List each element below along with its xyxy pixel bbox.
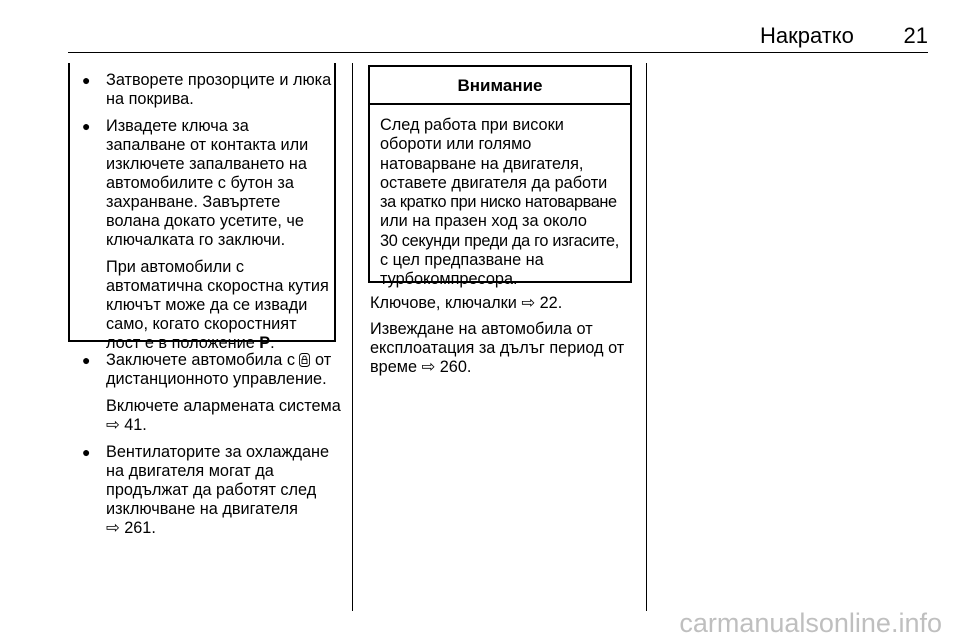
- warning-box: [368, 65, 632, 289]
- page-reference-icon: ⇨: [106, 519, 120, 537]
- bullet-icon: ●: [82, 352, 91, 368]
- lock-button-icon: [299, 353, 310, 367]
- warning-text: След работа при високи обороти или голямо натоварване на двигателя, оставете двигателя да работи за кратко при ниско натоварване или на празен ход за около 30 секунди преди да го изгасите, с цел предпазване на турбокомпресора.: [380, 116, 619, 289]
- bullet-icon: ●: [82, 118, 91, 134]
- page-reference-icon: ⇨: [106, 416, 120, 434]
- left-column-boxed-text: [70, 71, 340, 353]
- cross-references: [370, 294, 640, 377]
- automatic-transmission-note: При автомобили с автоматична скоростна кутия ключът може да се извади само, когато скоростният лост е в положение P.: [106, 258, 329, 352]
- header-rule: [68, 52, 928, 53]
- list-item: ● Вентилаторите за охлаждане на двигателя могат да продължат да работят след изключване на двигателя ⇨ 261.: [82, 443, 330, 537]
- column-divider-2: [646, 63, 647, 611]
- list-item: ● Извадете ключа за запалване от контакта или изключете запалването на автомобилите с бутон за захранване. Завъртете волана докато усетите, че ключалката го заключи.: [82, 117, 309, 249]
- page-reference-icon: ⇨: [521, 294, 536, 312]
- warning-title: Внимание: [370, 67, 630, 105]
- storage-reference: Извеждане на автомобила от експлоатация за дълъг период от време ⇨ 260.: [370, 320, 625, 376]
- section-title: Накратко: [760, 23, 854, 48]
- gear-p-label: P: [259, 334, 271, 352]
- keys-reference: Ключове, ключалки ⇨ 22.: [370, 294, 563, 312]
- left-column-lower-text: [70, 351, 355, 538]
- list-item: ● Заключете автомобила с от дистанционното управление. Включете алармената система ⇨ 41.: [82, 351, 341, 434]
- page-number: 21: [903, 23, 928, 48]
- bullet-icon: ●: [82, 72, 91, 88]
- list-item: ● Затворете прозорците и люка на покрива.: [82, 71, 332, 108]
- page-reference-icon: ⇨: [421, 358, 436, 376]
- bullet-icon: ●: [82, 444, 91, 460]
- watermark: carmanualsonline.info: [679, 608, 942, 638]
